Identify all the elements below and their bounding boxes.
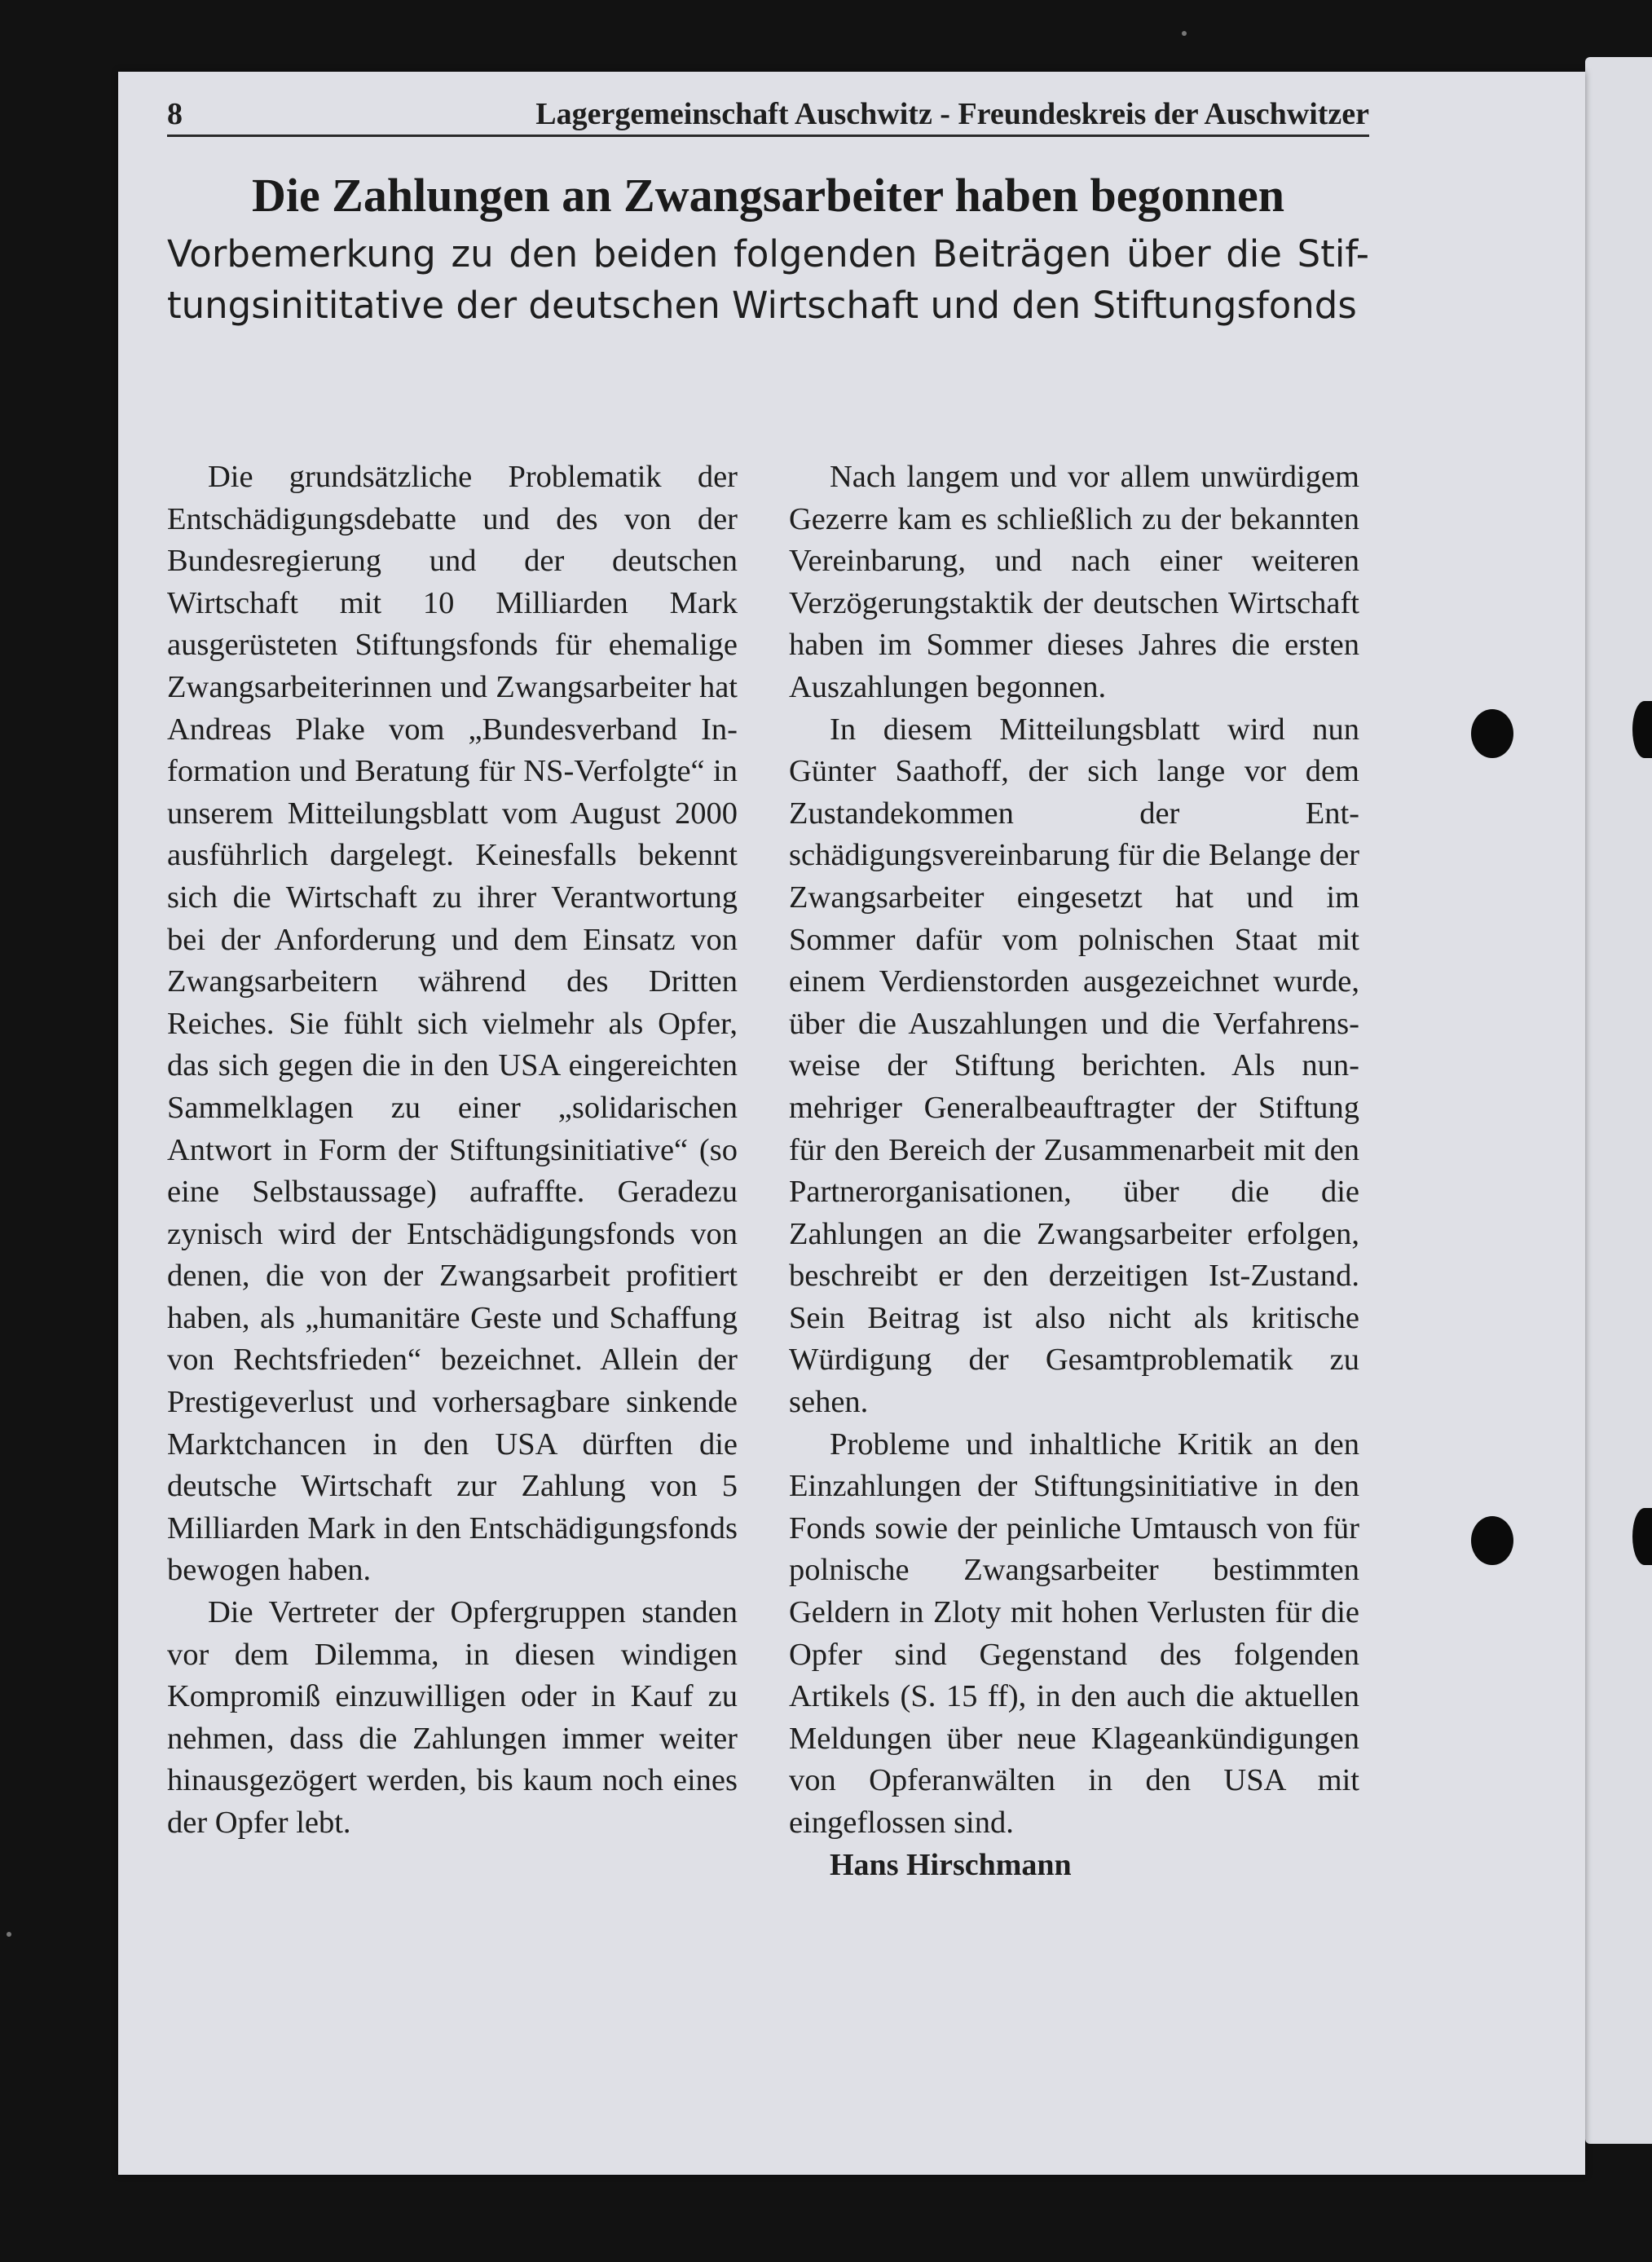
paragraph: Nach langem und vor allem unwürdigem Gezerre kam es schließlich zu der bekannten Vereinbarung, und nach einer weiteren Verzögerungstaktik der deutschen Wirtschaft haben im Sommer dieses Jahres die ersten Auszahlungen begonnen. [789,460,1359,704]
dust-speck [1182,31,1187,36]
right-column [789,456,1359,1886]
paragraph: Die Vertreter der Opfergruppen standen vor dem Dilemma, in diesen windigen Kompromiß einzuwilligen oder in Kauf zu nehmen, dass die Zahlungen immer weiter hinausgezögert werden, bis kaum noch eines der Opfer lebt. [167,1595,738,1840]
subtitle-line: tungsinititative der deutschen Wirtschaft und den Stiftungsfonds [167,284,1357,327]
punch-hole-icon [1471,709,1513,758]
left-column [167,456,738,1845]
page-number: 8 [167,97,183,131]
running-head: Lagergemeinschaft Auschwitz - Freundeskreis der Auschwitzer [535,97,1369,131]
paragraph: In diesem Mitteilungsblatt wird nun Günter Saathoff, der sich lange vor dem Zustandekommen der Entschädigungsvereinbarung für die Belange der Zwangsarbeiter eingesetzt hat und im Sommer dafür vom polnischen Staat mit einem Verdienstorden ausgezeichnet wurde, über die Auszahlungen und die Verfahrensweise der Stiftung berichten. Als nunmehriger Generalbeauftragter der Stiftung für den Bereich der Zusammenarbeit mit den Partnerorganisationen, über die die Zahlungen an die Zwangsarbeiter erfolgen, beschreibt er den derzeitigen Ist-Zustand. Sein Beitrag ist also nicht als kritische Würdigung der Gesamtproblematik zu sehen. [789,712,1359,1420]
article-title: Die Zahlungen an Zwangsarbeiter haben begonnen [251,169,1285,222]
author-signature: Hans Hirschmann [830,1847,1072,1882]
subtitle-line: Vorbemerkung zu den beiden folgenden Beiträgen über die Stif- [167,232,1369,276]
page-header [167,94,1369,137]
paragraph: Die grundsätzliche Problematik der Entschädigungsdebatte und des von der Bundesregierung und der deutschen Wirtschaft mit 10 Milliarden Mark ausgerüsteten Stiftungsfonds für ehemalige Zwangsarbeiterinnen und Zwangsarbeiter hat Andreas Plake vom „Bundesverband Information und Beratung für NS-Verfolgte“ in unserem Mitteilungsblatt vom August 2000 ausführlich dargelegt. Keinesfalls bekennt sich die Wirtschaft zu ihrer Verantwortung bei der Anforderung und dem Einsatz von Zwangsarbeitern während des Dritten Reiches. Sie fühlt sich vielmehr als Opfer, das sich gegen die in den USA eingereichten Sammelklagen zu einer „solidarischen Antwort in Form der Stiftungsinitiative“ (so eine Selbstaussage) aufraffte. Geradezu zynisch wird der Entschädigungsfonds von denen, die von der Zwangsarbeit profitiert haben, als „humanitäre Geste und Schaffung von Rechtsfrieden“ bezeichnet. Allein der Prestigeverlust und vorhersagbare sinkende Marktchancen in den USA dürften die deutsche Wirtschaft zur Zahlung von 5 Milliarden Mark in den Entschädigungsfonds bewogen haben. [167,460,738,1588]
article-subtitle [167,228,1369,331]
punch-hole-icon [1632,1508,1652,1565]
punch-hole-icon [1632,701,1652,758]
dust-speck [7,1932,11,1937]
paragraph: Probleme und inhaltliche Kritik an den Einzahlungen der Stiftungsinitiative in den Fonds sowie der peinliche Umtausch von für polnische Zwangsarbeiter bestimmten Geldern in Zloty mit hohen Verlusten für die Opfer sind Gegenstand des folgenden Artikels (S. 15 ff), in den auch die aktuellen Meldungen über neue Klageankündigungen von Opferanwälten in den USA mit eingeflossen sind. [789,1426,1359,1840]
punch-hole-icon [1471,1516,1513,1565]
adjacent-page-edge [1585,57,1652,2144]
